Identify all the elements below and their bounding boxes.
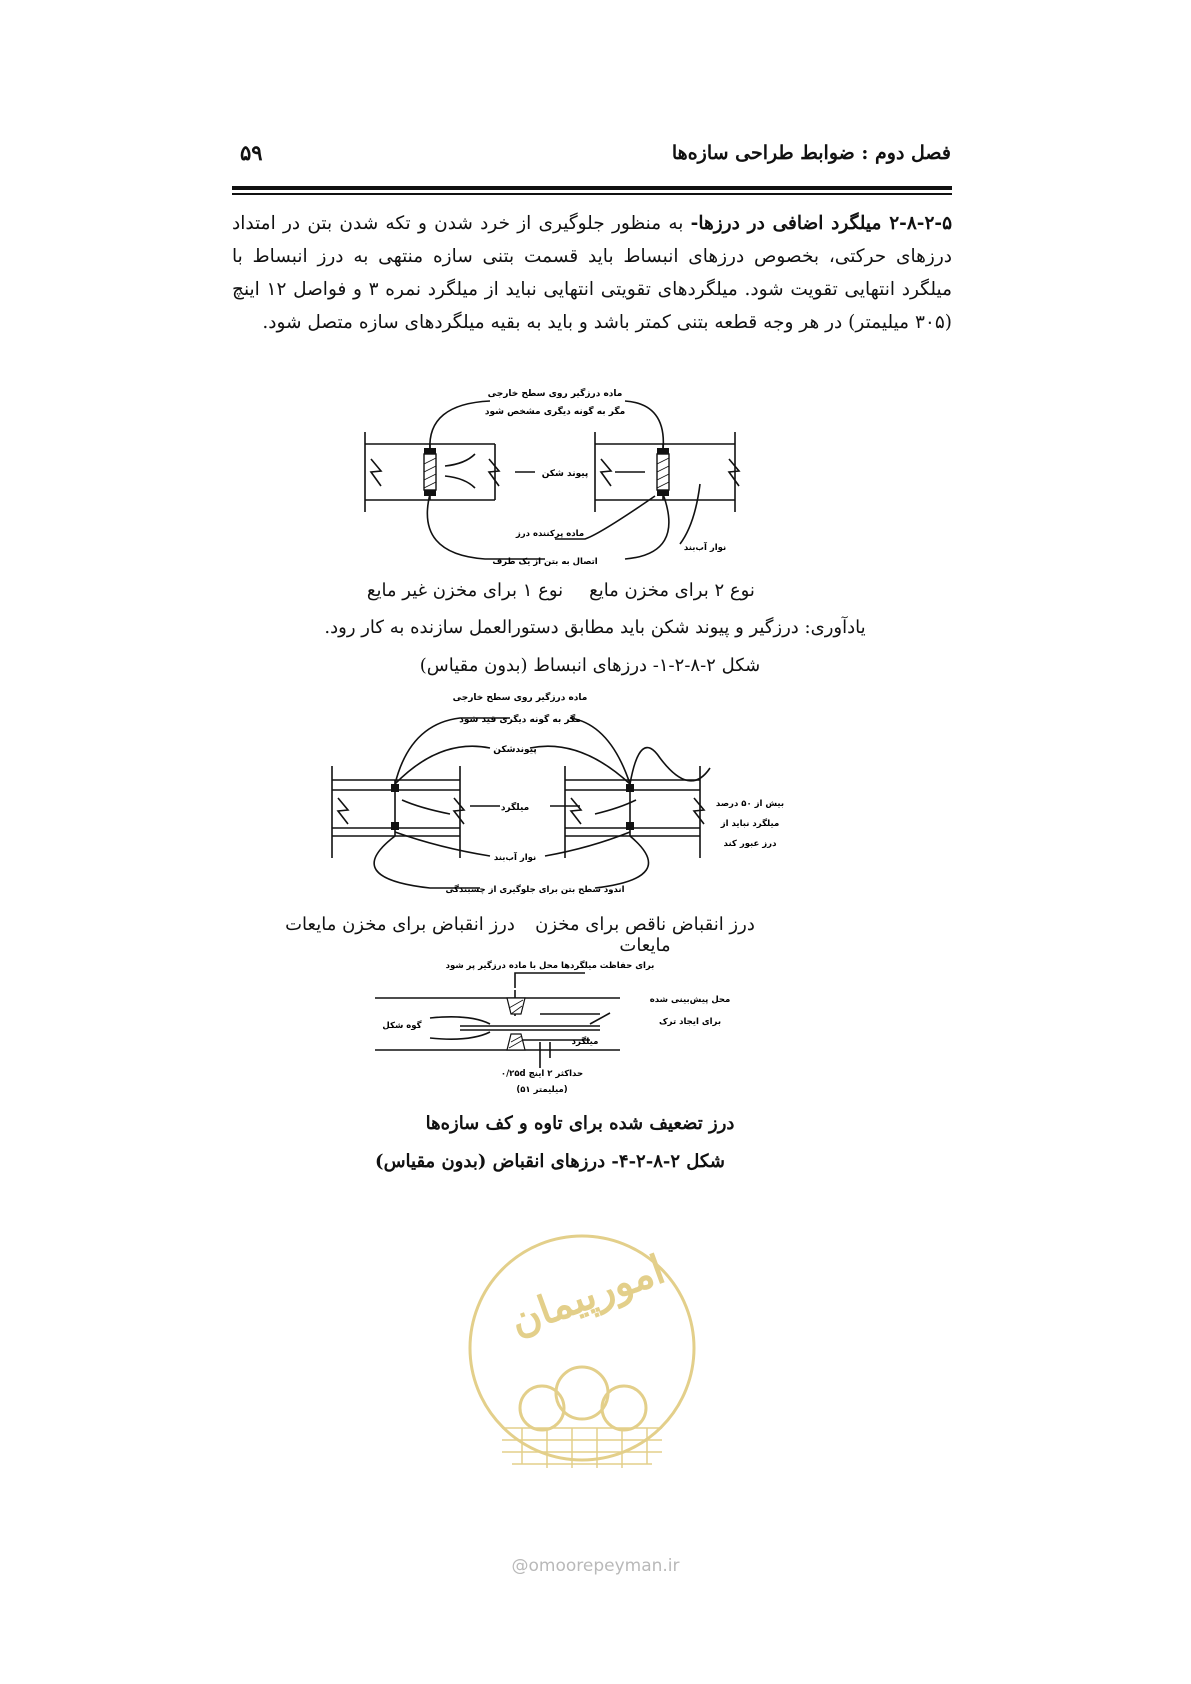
fig1-label-waterstop: نوار آب‌بند xyxy=(683,543,727,553)
fig1-label-bond-breaker: پیوند شکن xyxy=(541,469,589,479)
fig3-label-crack1: محل پیش‌بینی شده xyxy=(649,995,731,1005)
fig1-label-filler: ماده پرکننده درز xyxy=(515,529,585,539)
watermark-emblem xyxy=(452,1228,712,1508)
fig1-label-sealant: ماده درزگیر روی سطح خارجی xyxy=(487,389,623,399)
fig3-caption: شکل ۲-۸-۲-۴- درزهای انقباض (بدون مقیاس) xyxy=(375,1151,725,1172)
fig2-label-sealant2: مگر به گونه دیگری قید شود xyxy=(459,715,581,725)
page-number: ۵۹ xyxy=(240,140,263,165)
fig2-label-coating: اندود سطح بتن برای جلوگیری از چسبندگی xyxy=(445,885,625,895)
section-body: به منظور جلوگیری از خرد شدن و تکه شدن بتن در امتداد درزهای حرکتی، بخصوص درزهای انبساط باید قسمت بتنی سازه منتهی به درز انبساط با میلگرد انتهایی تقویت شود. میلگردهای تقویتی انتهایی نباید از میلگرد نمره ۳ و فواصل ۱۲ اینچ (۳۰۵ میلیمتر) در هر وجه قطعه بتنی کمتر باشد و باید به بقیه میلگردهای سازه متصل شود. xyxy=(232,213,952,333)
header-rule-thin xyxy=(232,193,952,195)
fig2-label-waterstop: نوار آب‌بند xyxy=(493,853,537,863)
fig3-label-top: برای حفاظت میلگردها محل با ماده درزگیر پر شود xyxy=(445,961,655,971)
fig2-label-over50-2: میلگرد نباید از xyxy=(720,819,780,829)
figure-1-drawing xyxy=(355,384,825,604)
fig2-label-rebar: میلگرد xyxy=(500,803,530,813)
fig1-label-bond: اتصال به بتن از یک طرف xyxy=(492,557,598,567)
watermark-logo-text: امورپیمان xyxy=(503,1245,671,1345)
fig2-caption-right: درز انقباض ناقص برای مخزن مایعات xyxy=(535,914,755,956)
watermark-url: @omoorepeyman.ir xyxy=(511,1556,680,1576)
figure-expansion-joints xyxy=(355,384,825,604)
fig3-label-max1: ۰/۲۵d حداکثر ۲ اینچ xyxy=(500,1069,584,1079)
fig1-caption: شکل ۲-۸-۲-۱- درزهای انبساط (بدون مقیاس) xyxy=(419,655,761,676)
figure-contraction-joints xyxy=(320,688,830,908)
header-rule-thick xyxy=(232,186,952,190)
fig3-sub-caption: درز تضعیف شده برای تاوه و کف سازه‌ها xyxy=(425,1113,735,1134)
watermark-logo xyxy=(452,1228,712,1508)
fig3-label-wedge: گوه شکل xyxy=(382,1021,422,1031)
section-heading: ۲-۸-۲-۵ میلگرد اضافی در درزها- xyxy=(690,213,952,234)
section-paragraph xyxy=(232,207,952,339)
fig1-type2-caption: نوع ۲ برای مخزن مایع xyxy=(589,580,755,601)
fig2-caption-left: درز انقباض برای مخزن مایعات xyxy=(285,914,515,935)
fig2-label-over50-3: درز عبور کند xyxy=(723,839,777,849)
fig2-label-sealant: ماده درزگیر روی سطح خارجی xyxy=(452,693,588,703)
figure-2-drawing xyxy=(320,688,830,908)
chapter-title: فصل دوم : ضوابط طراحی سازه‌ها xyxy=(671,142,951,164)
fig1-note: یادآوری: درزگیر و پیوند شکن باید مطابق دستورالعمل سازنده به کار رود. xyxy=(324,617,866,638)
figure-3-drawing xyxy=(370,958,740,1108)
fig3-label-crack2: برای ایجاد ترک xyxy=(658,1017,722,1027)
fig1-type1-caption: نوع ۱ برای مخزن غیر مایع xyxy=(366,580,564,601)
fig3-label-rebar: میلگرد xyxy=(571,1037,599,1047)
fig1-label-sealant2: مگر به گونه دیگری مشخص شود xyxy=(484,407,626,417)
figure-weakened-joint xyxy=(370,958,740,1108)
fig2-label-bond-breaker: پیوندشکن xyxy=(493,745,537,755)
fig2-label-over50-1: بیش از ۵۰ درصد xyxy=(715,799,785,809)
fig3-label-max2: (۵۱ میلیمتر) xyxy=(516,1085,568,1095)
